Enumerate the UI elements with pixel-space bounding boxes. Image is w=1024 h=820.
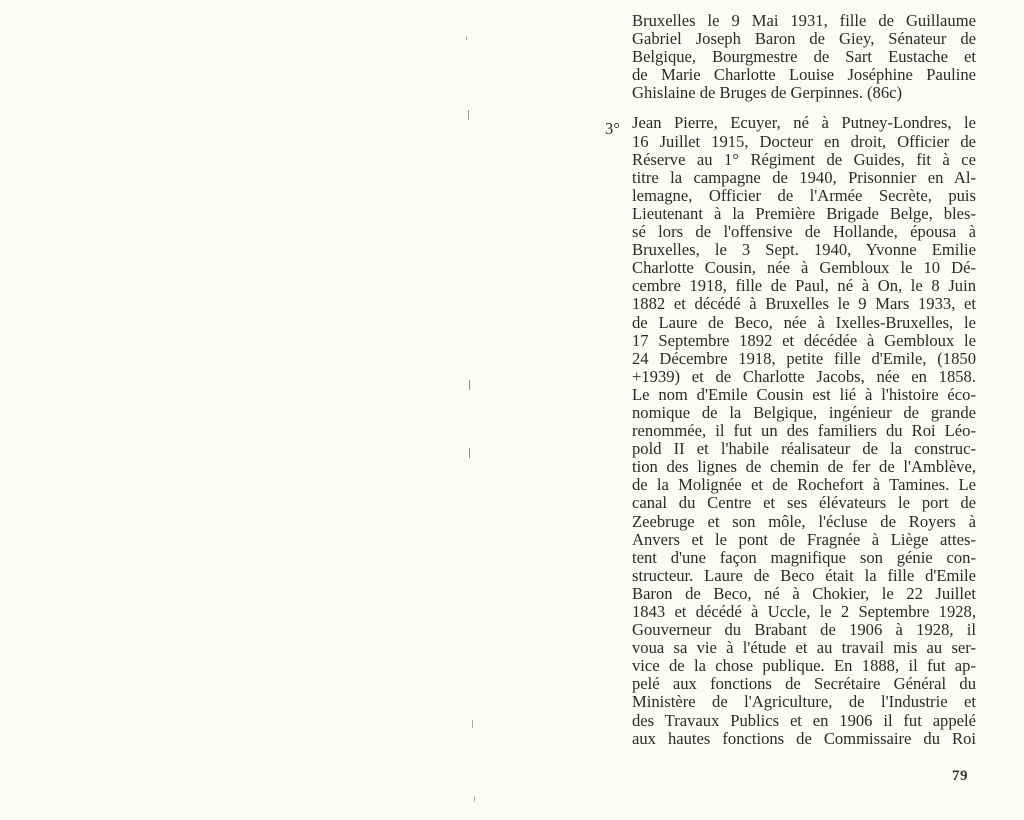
gutter-mark — [466, 36, 467, 40]
text-line: de la Molignée et de Rochefort à Tamines. Le — [632, 475, 976, 495]
text-line: titre la campagne de 1940, Prisonnier en Al- — [632, 167, 976, 187]
text-line: de Laure de Beco, née à Ixelles-Bruxelles, le — [632, 312, 976, 332]
text-line: 1843 et décédé à Uccle, le 2 Septembre 1928, — [632, 602, 976, 621]
text-line: 24 Décembre 1918, petite fille d'Emile, (1850 — [632, 348, 976, 368]
text-line: 17 Septembre 1892 et décédée à Gembloux le — [632, 330, 976, 350]
text-line: pold II et l'habile réalisateur de la construc- — [632, 439, 976, 459]
text-line: structeur. Laure de Beco était la fille d'Emile — [632, 565, 976, 585]
text-line: tion des lignes de chemin de fer de l'Amblève, — [632, 457, 976, 477]
text-line: cembre 1918, fille de Paul, né à On, le 8 Juin — [632, 276, 976, 296]
text-line: renommée, il fut un des familiers du Roi Léo- — [632, 421, 976, 441]
body-text — [632, 12, 976, 748]
text-line: Charlotte Cousin, née à Gembloux le 10 Dé- — [632, 258, 976, 278]
text-line: vice de la chose publique. En 1888, il fut ap- — [632, 656, 976, 676]
gutter-mark — [474, 796, 475, 802]
text-line: +1939) et de Charlotte Jacobs, née en 1858. — [632, 366, 976, 386]
text-line: des Travaux Publics et en 1906 il fut appelé — [632, 710, 976, 730]
gutter-mark — [472, 720, 473, 728]
text-line: Bruxelles, le 3 Sept. 1940, Yvonne Emilie — [632, 240, 976, 260]
text-line: Baron de Beco, né à Chokier, le 22 Juillet — [632, 583, 976, 603]
gutter-mark — [469, 448, 470, 458]
text-line: Le nom d'Emile Cousin est lié à l'histoire éco- — [632, 384, 976, 404]
text-line: tent d'une façon magnifique son génie con- — [632, 547, 976, 567]
gutter-mark — [469, 380, 470, 390]
text-line: Gabriel Joseph Baron de Giey, Sénateur de — [632, 29, 976, 49]
paragraph-number: 3° — [605, 119, 620, 138]
text-line: Bruxelles le 9 Mai 1931, fille de Guillaume — [632, 11, 976, 30]
text-line: 1882 et décédé à Bruxelles le 9 Mars 1933, et — [632, 294, 976, 314]
gutter-mark — [468, 110, 469, 120]
text-line: Anvers et le pont de Fragnée à Liège attes- — [632, 529, 976, 549]
text-line: voua sa vie à l'étude et au travail mis au ser- — [632, 638, 976, 658]
text-line: Réserve au 1° Régiment de Guides, fit à ce — [632, 149, 976, 169]
text-line: de Marie Charlotte Louise Joséphine Pauline — [632, 65, 976, 85]
text-line: nomique de la Belgique, ingénieur de grande — [632, 402, 976, 422]
text-line: sé lors de l'offensive de Hollande, épousa à — [632, 222, 976, 242]
text-line: 16 Juillet 1915, Docteur en droit, Officier de — [632, 131, 976, 151]
text-line: Jean Pierre, Ecuyer, né à Putney-Londres, le — [632, 113, 976, 133]
text-line: Belgique, Bourgmestre de Sart Eustache et — [632, 47, 976, 67]
text-line: lemagne, Officier de l'Armée Secrète, puis — [632, 185, 976, 205]
text-line: Zeebruge et son môle, l'écluse de Royers à — [632, 511, 976, 531]
text-line: canal du Centre et ses élévateurs le port de — [632, 493, 976, 513]
text-line: Lieutenant à la Première Brigade Belge, bles- — [632, 203, 976, 223]
text-line: Gouverneur du Brabant de 1906 à 1928, il — [632, 620, 976, 640]
text-line: Ghislaine de Bruges de Gerpinnes. (86c) — [632, 83, 903, 103]
text-line: aux hautes fonctions de Commissaire du Roi — [632, 728, 976, 748]
text-line: Ministère de l'Agriculture, de l'Industrie et — [632, 692, 976, 712]
text-line: pelé aux fonctions de Secrétaire Général du — [632, 674, 976, 694]
page-number: 79 — [952, 768, 968, 784]
